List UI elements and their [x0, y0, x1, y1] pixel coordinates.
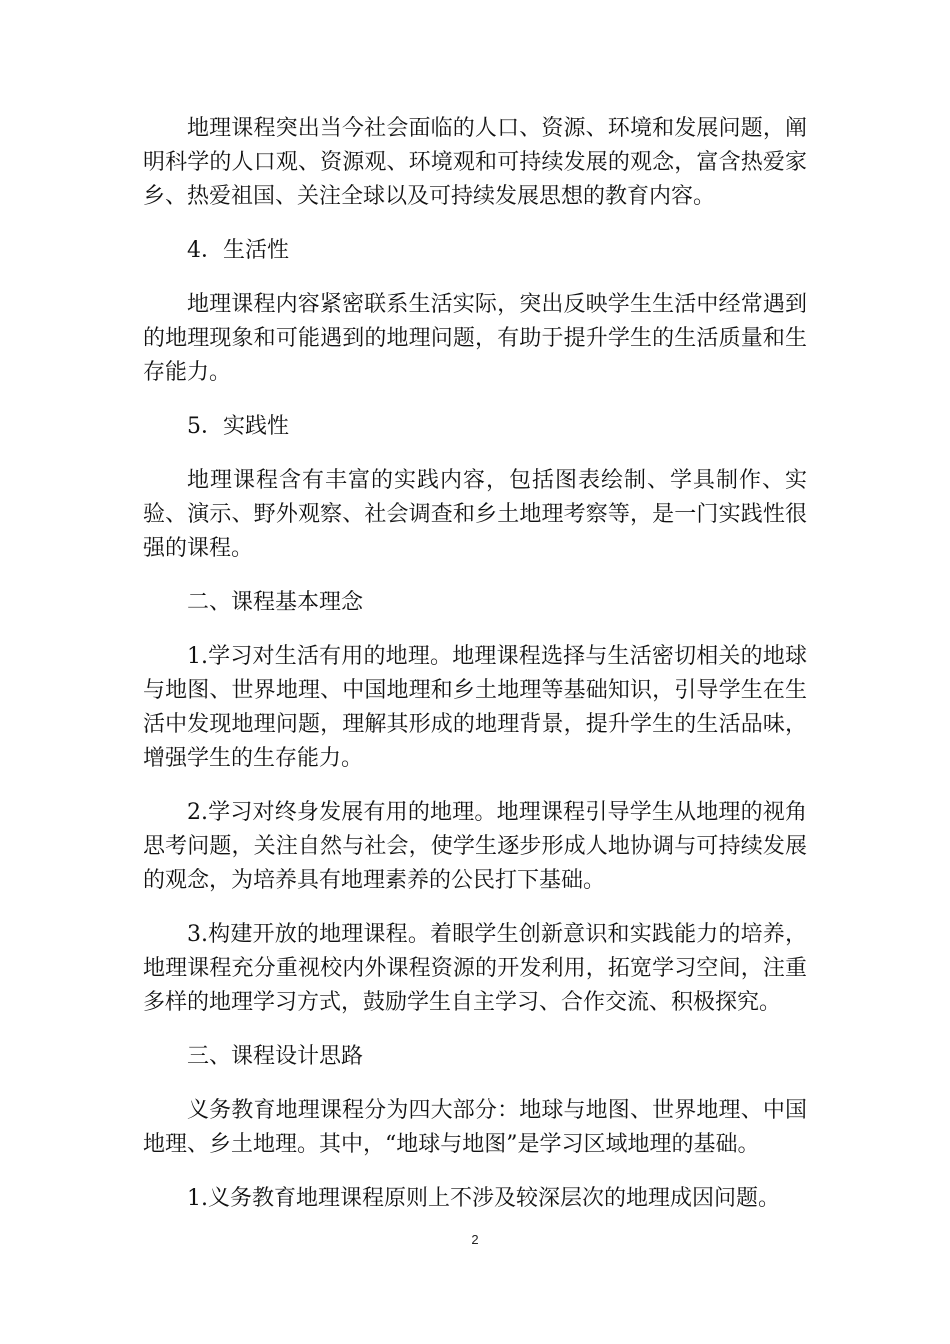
heading-practice: 5．实践性 — [187, 414, 289, 439]
paragraph-design-1: 1.义务教育地理课程原则上不涉及较深层次的地理成因问题。 — [187, 1186, 780, 1211]
paragraph-practice: 地理课程含有丰富的实践内容，包括图表绘制、学具制作、实验、演示、野外观察、社会调查和乡土地理考察等，是一门实践性很强的课程。 — [143, 468, 807, 561]
heading-design-ideas: 三、课程设计思路 — [187, 1044, 364, 1069]
paragraph-environment-issues: 地理课程突出当今社会面临的人口、资源、环境和发展问题，阐明科学的人口观、资源观、环境观和可持续发展的观念，富含热爱家乡、热爱祖国、关注全球以及可持续发展思想的教育内容。 — [143, 116, 807, 209]
heading-basic-concepts: 二、课程基本理念 — [187, 590, 364, 615]
paragraph-design-overview: 义务教育地理课程分为四大部分：地球与地图、世界地理、中国地理、乡土地理。其中，“地球与地图”是学习区域地理的基础。 — [143, 1098, 807, 1157]
page-number: 2 — [471, 1232, 479, 1247]
paragraph-concept-1: 1.学习对生活有用的地理。地理课程选择与生活密切相关的地球与地图、世界地理、中国地理和乡土地理等基础知识，引导学生在生活中发现地理问题，理解其形成的地理背景，提升学生的生活品味，增强学生的生存能力。 — [143, 644, 807, 771]
document-body — [143, 112, 807, 1236]
heading-life-relevance: 4．生活性 — [187, 238, 289, 263]
paragraph-life-relevance: 地理课程内容紧密联系生活实际，突出反映学生生活中经常遇到的地理现象和可能遇到的地理问题，有助于提升学生的生活质量和生存能力。 — [143, 292, 807, 385]
paragraph-concept-2: 2.学习对终身发展有用的地理。地理课程引导学生从地理的视角思考问题，关注自然与社会，使学生逐步形成人地协调与可持续发展的观念，为培养具有地理素养的公民打下基础。 — [143, 800, 807, 893]
paragraph-concept-3: 3.构建开放的地理课程。着眼学生创新意识和实践能力的培养，地理课程充分重视校内外课程资源的开发利用，拓宽学习空间，注重多样的地理学习方式，鼓励学生自主学习、合作交流、积极探究。 — [143, 922, 807, 1015]
